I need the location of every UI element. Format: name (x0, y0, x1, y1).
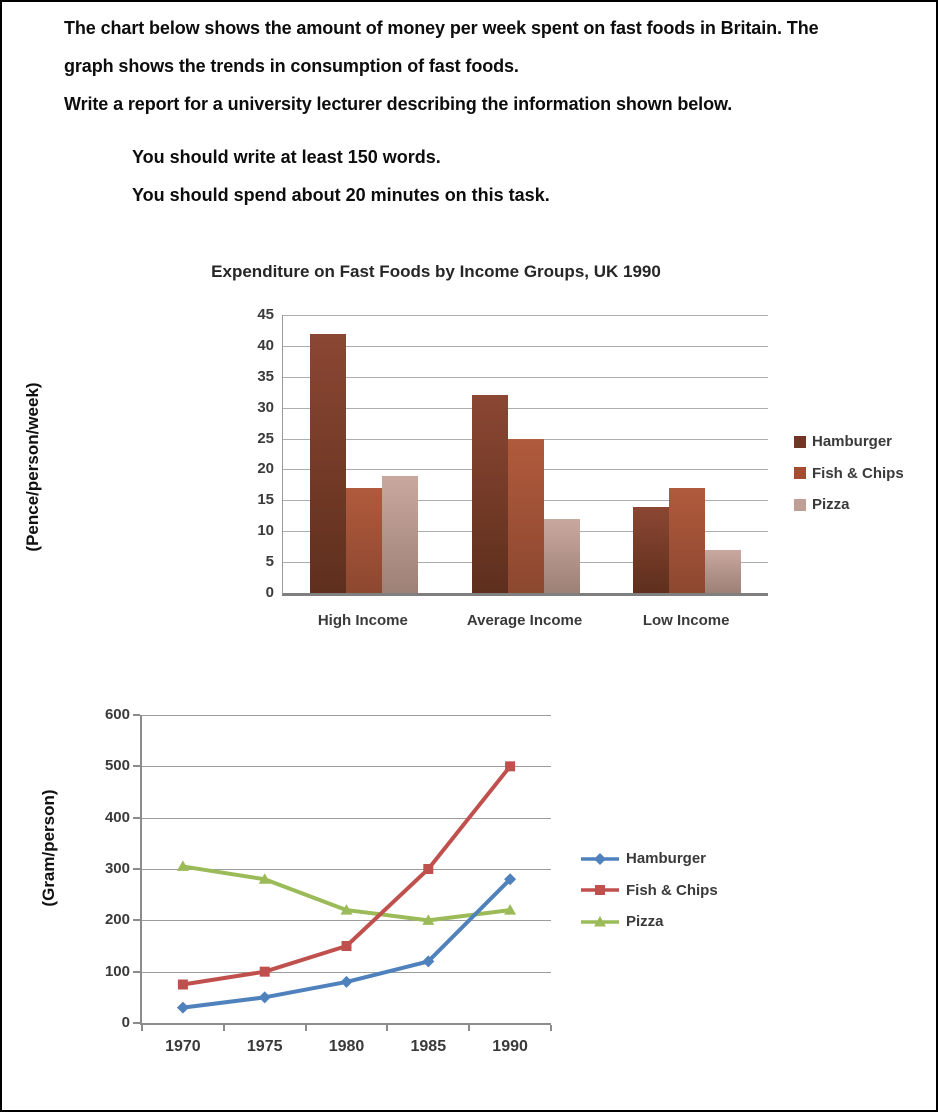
x-tick-mark (386, 1025, 388, 1031)
x-tick-mark (141, 1025, 143, 1031)
gridline (283, 346, 768, 347)
prompt-line-3: Write a report for a university lecturer describing the information shown below. (64, 94, 733, 114)
instruction-word-count: You should write at least 150 words. (132, 147, 441, 167)
legend-swatch-icon (794, 436, 806, 448)
x-tick-label: 1980 (328, 1038, 365, 1055)
legend-glyph-fish-chips (580, 882, 620, 898)
line-series-pizza (177, 860, 516, 924)
y-tick-label: 15 (257, 491, 274, 509)
bar-pizza-high-income (382, 476, 418, 593)
legend-glyph-hamburger (580, 851, 620, 867)
y-tick-label: 10 (257, 522, 274, 540)
legend-label: Hamburger (626, 850, 707, 867)
x-tick-label: 1970 (165, 1038, 201, 1055)
x-tick-mark (223, 1025, 225, 1031)
legend-swatch-icon (794, 467, 806, 479)
y-tick-mark (133, 868, 140, 870)
x-tick-label: 1990 (492, 1038, 528, 1055)
bar-fish-chips-average-income (508, 439, 544, 593)
y-tick-label: 300 (104, 860, 130, 877)
bar-pizza-average-income (544, 519, 580, 593)
prompt-line-2: graph shows the trends in consumption of fast foods. (64, 56, 519, 76)
square-marker-icon (260, 967, 270, 977)
bar-chart-plot-area (282, 315, 768, 596)
y-tick-label: 20 (257, 460, 274, 478)
square-marker-icon (423, 864, 433, 874)
legend-label: Hamburger (812, 433, 893, 450)
x-tick-label: 1975 (246, 1038, 283, 1055)
y-tick-mark (133, 971, 140, 973)
line-chart-y-axis-label: (Gram/person) (39, 789, 58, 907)
bar-hamburger-high-income (310, 334, 346, 593)
bar-fish-chips-low-income (669, 488, 705, 593)
prompt-line-1: The chart below shows the amount of money per week spent on fast foods in Britain. The (64, 18, 819, 38)
legend-swatch-icon (794, 499, 806, 511)
x-tick-label: 1985 (410, 1038, 447, 1055)
instruction-time-limit: You should spend about 20 minutes on this task. (132, 185, 550, 205)
y-tick-label: 25 (257, 429, 274, 447)
gridline (283, 377, 768, 378)
y-tick-label: 0 (265, 584, 274, 601)
legend-label: Fish & Chips (812, 464, 904, 482)
gridline (283, 408, 768, 409)
bar-pizza-low-income (705, 550, 741, 593)
legend-label: Fish & Chips (626, 881, 718, 899)
diamond-marker-icon (177, 1002, 189, 1014)
gridline (283, 315, 768, 316)
y-tick-mark (133, 1022, 140, 1024)
diamond-marker-icon (259, 991, 271, 1003)
y-tick-label: 600 (104, 706, 130, 723)
square-marker-icon (342, 941, 352, 951)
y-tick-label: 0 (121, 1014, 130, 1031)
bar-chart-title: Expenditure on Fast Foods by Income Groups, UK 1990 (211, 262, 661, 281)
y-tick-label: 100 (104, 962, 130, 980)
legend-item-hamburger (794, 433, 892, 450)
x-tick-mark (468, 1025, 470, 1031)
y-tick-label: 5 (265, 553, 274, 571)
y-tick-mark (133, 765, 140, 767)
y-tick-label: 35 (257, 367, 274, 385)
y-tick-label: 45 (257, 306, 274, 323)
x-category-label: High Income (317, 612, 408, 629)
bar-hamburger-average-income (472, 395, 508, 593)
y-tick-label: 200 (104, 911, 130, 929)
y-tick-label: 400 (104, 808, 130, 826)
legend-item-fish-chips (580, 882, 718, 899)
line-chart-plot-area (140, 715, 551, 1025)
y-tick-mark (133, 714, 140, 716)
x-category-label: Low Income (642, 612, 730, 629)
x-tick-mark (550, 1025, 552, 1031)
bar-hamburger-low-income (633, 507, 669, 593)
bar-chart-y-axis-label: (Pence/person/week) (23, 382, 42, 552)
square-marker-icon (505, 761, 515, 771)
legend-item-pizza (580, 913, 664, 930)
diamond-marker-icon (594, 853, 606, 865)
line-chart-canvas (142, 715, 551, 1023)
y-tick-label: 500 (104, 757, 130, 775)
y-tick-label: 30 (257, 398, 274, 416)
bar-fish-chips-high-income (346, 488, 382, 593)
legend-item-hamburger (580, 850, 706, 867)
y-tick-mark (133, 817, 140, 819)
y-tick-label: 40 (257, 336, 274, 354)
diamond-marker-icon (341, 976, 353, 988)
legend-item-pizza (794, 496, 850, 513)
legend-label: Pizza (812, 496, 850, 513)
legend-item-fish-chips (794, 465, 904, 482)
x-tick-mark (305, 1025, 307, 1031)
square-marker-icon (595, 885, 605, 895)
y-tick-mark (133, 919, 140, 921)
legend-glyph-pizza (580, 914, 620, 930)
legend-label: Pizza (626, 913, 664, 931)
square-marker-icon (178, 980, 188, 990)
x-category-label: Average Income (466, 612, 583, 629)
